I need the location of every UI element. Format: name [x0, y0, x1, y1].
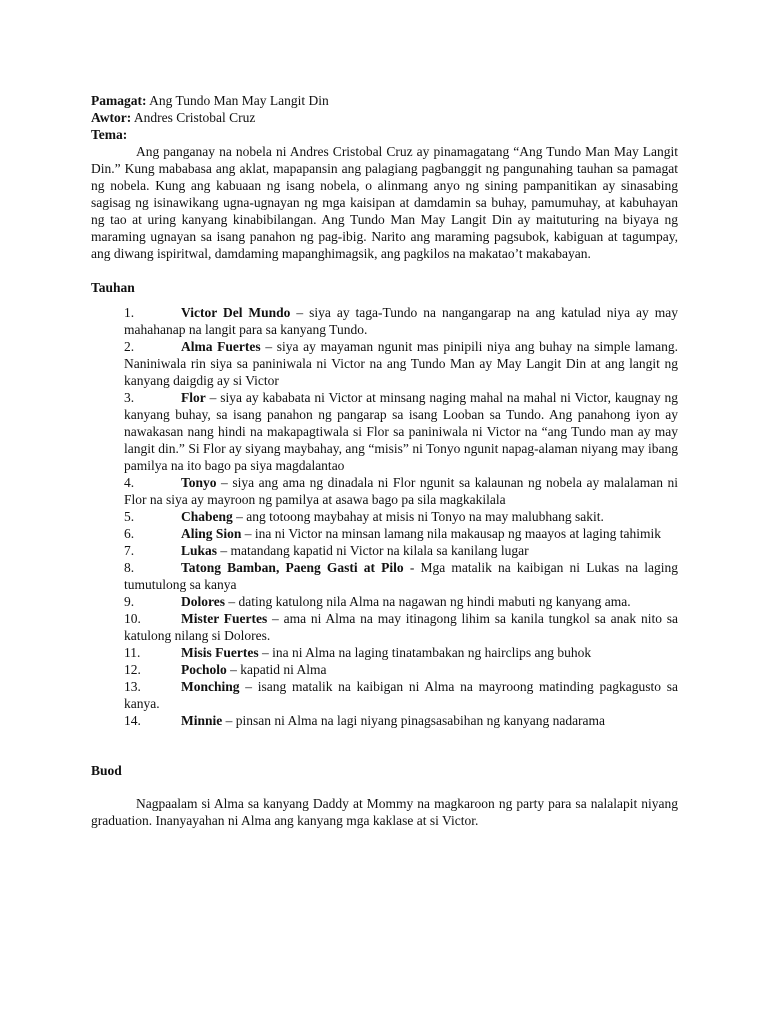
character-number: 3. — [124, 390, 135, 405]
title-line — [91, 92, 678, 109]
title-label: Pamagat: — [91, 93, 147, 108]
characters-heading: Tauhan — [91, 280, 135, 295]
character-item — [124, 644, 678, 661]
author-line — [91, 109, 678, 126]
character-number: 12. — [124, 662, 141, 677]
author-label: Awtor: — [91, 110, 132, 125]
character-description: – kapatid ni Alma — [226, 662, 327, 677]
character-description: – ama ni Alma na may itinagong lihim sa kanila tungkol sa anak nito sa katulong nilang si Dolores. — [124, 611, 678, 643]
character-description: – matandang kapatid ni Victor na kilala sa kanilang lugar — [217, 543, 529, 558]
character-name: Lukas — [181, 543, 218, 558]
character-item — [124, 661, 678, 678]
character-number: 7. — [124, 543, 135, 558]
character-item — [124, 474, 678, 508]
character-name: Aling Sion — [181, 526, 242, 541]
character-description: – isang matalik na kaibigan ni Alma na mayroong matinding pagkagusto sa kanya. — [124, 679, 678, 711]
character-number: 5. — [124, 509, 135, 524]
character-name: Victor Del Mundo — [181, 305, 291, 320]
character-item — [124, 338, 678, 389]
character-description: - Mga matalik na kaibigan ni Lukas na laging tumutulong sa kanya — [124, 560, 678, 592]
character-description: – dating katulong nila Alma na nagawan ng hindi mabuti ng kanyang ama. — [225, 594, 631, 609]
character-number: 14. — [124, 713, 141, 728]
character-number: 1. — [124, 305, 135, 320]
character-number: 13. — [124, 679, 141, 694]
character-name: Pocholo — [181, 662, 227, 677]
character-item — [124, 525, 678, 542]
character-number: 6. — [124, 526, 135, 541]
character-number: 10. — [124, 611, 141, 626]
character-number: 11. — [124, 645, 141, 660]
character-name: Misis Fuertes — [181, 645, 259, 660]
character-item — [124, 610, 678, 644]
character-item — [124, 678, 678, 712]
theme-paragraph: Ang panganay na nobela ni Andres Cristobal Cruz ay pinamagatang “Ang Tundo Man May Langit Din.” Kung mababasa ang aklat, mapapansin ang palagiang pagbanggit ng pangunahing tauhan sa pamagat ng nobela. Kung ang kabuaan ng isang nobela, o alinmang anyo ng sining pampanitikan ay sinasabing sagisag ng isinawikang ugna-ugnayan ng mga kaisipan at damdamin sa buhay, pamumuhay, at kabuhayan ng tao at uring kanyang kinabibilangan. Ang Tundo Man May Langit Din ay maituturing na biyaya ng maraming ugnayan sa isang panahon ng pag-ibig. Narito ang maraming pagsubok, kabiguan at tagumpay, ang diwang ispiritwal, damdaming mapanghimagsik, ang pagkilos na makatao’t makabayan. — [91, 144, 678, 261]
character-number: 8. — [124, 560, 135, 575]
character-item — [124, 304, 678, 338]
character-item — [124, 542, 678, 559]
character-item — [124, 712, 678, 729]
character-name: Alma Fuertes — [181, 339, 261, 354]
character-description: – siya ang ama ng dinadala ni Flor ngunit sa kalaunan ng nobela ay malalaman ni Flor na siya ay mayroon ng pamilya at asawa bago pa sila magkakilala — [124, 475, 678, 507]
summary-paragraph: Nagpaalam si Alma sa kanyang Daddy at Mommy na magkaroon ng party para sa nalalapit niyang graduation. Inanyayahan ni Alma ang kanyang mga kaklase at si Victor. — [91, 796, 678, 828]
character-item — [124, 593, 678, 610]
theme-label: Tema: — [91, 127, 128, 142]
character-name: Flor — [181, 390, 206, 405]
character-description: – siya ay taga-Tundo na nangangarap na ang katulad niya ay may mahahanap na langit para sa kanyang Tundo. — [124, 305, 678, 337]
theme-line — [91, 126, 678, 143]
character-item — [124, 508, 678, 525]
character-item — [124, 559, 678, 593]
character-name: Dolores — [181, 594, 225, 609]
character-description: – siya ay kababata ni Victor at minsang naging mahal na mahal ni Victor, kaugnay ng kanyang buhay, sa isang panahon ng pangarap sa isang Looban sa Tundo. Ang panahong iyon ay nawakasan nang hindi na makapagtiwala si Flor sa paniniwala ni Victor na “ang Tundo man ay may langit din.” Si Flor ay siyang maybahay, ang “misis” ni Tonyo ngunit napag-alaman niyang may ibang pamilya na ito bago pa siya magdalantao — [124, 390, 678, 473]
character-description: – ang totoong maybahay at misis ni Tonyo na may malubhang sakit. — [232, 509, 604, 524]
character-description: – ina ni Victor na minsan lamang nila makausap ng maayos at laging tahimik — [241, 526, 662, 541]
characters-list — [124, 304, 678, 729]
summary-heading: Buod — [91, 763, 122, 778]
character-item — [124, 389, 678, 474]
character-name: Monching — [181, 679, 240, 694]
character-description: – ina ni Alma na laging tinatambakan ng hairclips ang buhok — [258, 645, 592, 660]
character-name: Tatong Bamban, Paeng Gasti at Pilo — [181, 560, 404, 575]
character-name: Tonyo — [181, 475, 217, 490]
character-number: 9. — [124, 594, 135, 609]
character-name: Minnie — [181, 713, 223, 728]
character-name: Mister Fuertes — [181, 611, 268, 626]
character-number: 2. — [124, 339, 135, 354]
character-number: 4. — [124, 475, 135, 490]
novel-title: Ang Tundo Man May Langit Din — [149, 93, 329, 108]
character-name: Chabeng — [181, 509, 233, 524]
author-name: Andres Cristobal Cruz — [133, 110, 256, 125]
character-description: – pinsan ni Alma na lagi niyang pinagsasabihan ng kanyang nadarama — [222, 713, 606, 728]
character-description: – siya ay mayaman ngunit mas pinipili niya ang buhay na simple lamang. Naniniwala rin siya sa paniniwala ni Victor na ang Tundo Man ay May Langit Din at ang langit ng kanyang daigdig ay si Victor — [124, 339, 678, 388]
document-content — [91, 92, 678, 829]
